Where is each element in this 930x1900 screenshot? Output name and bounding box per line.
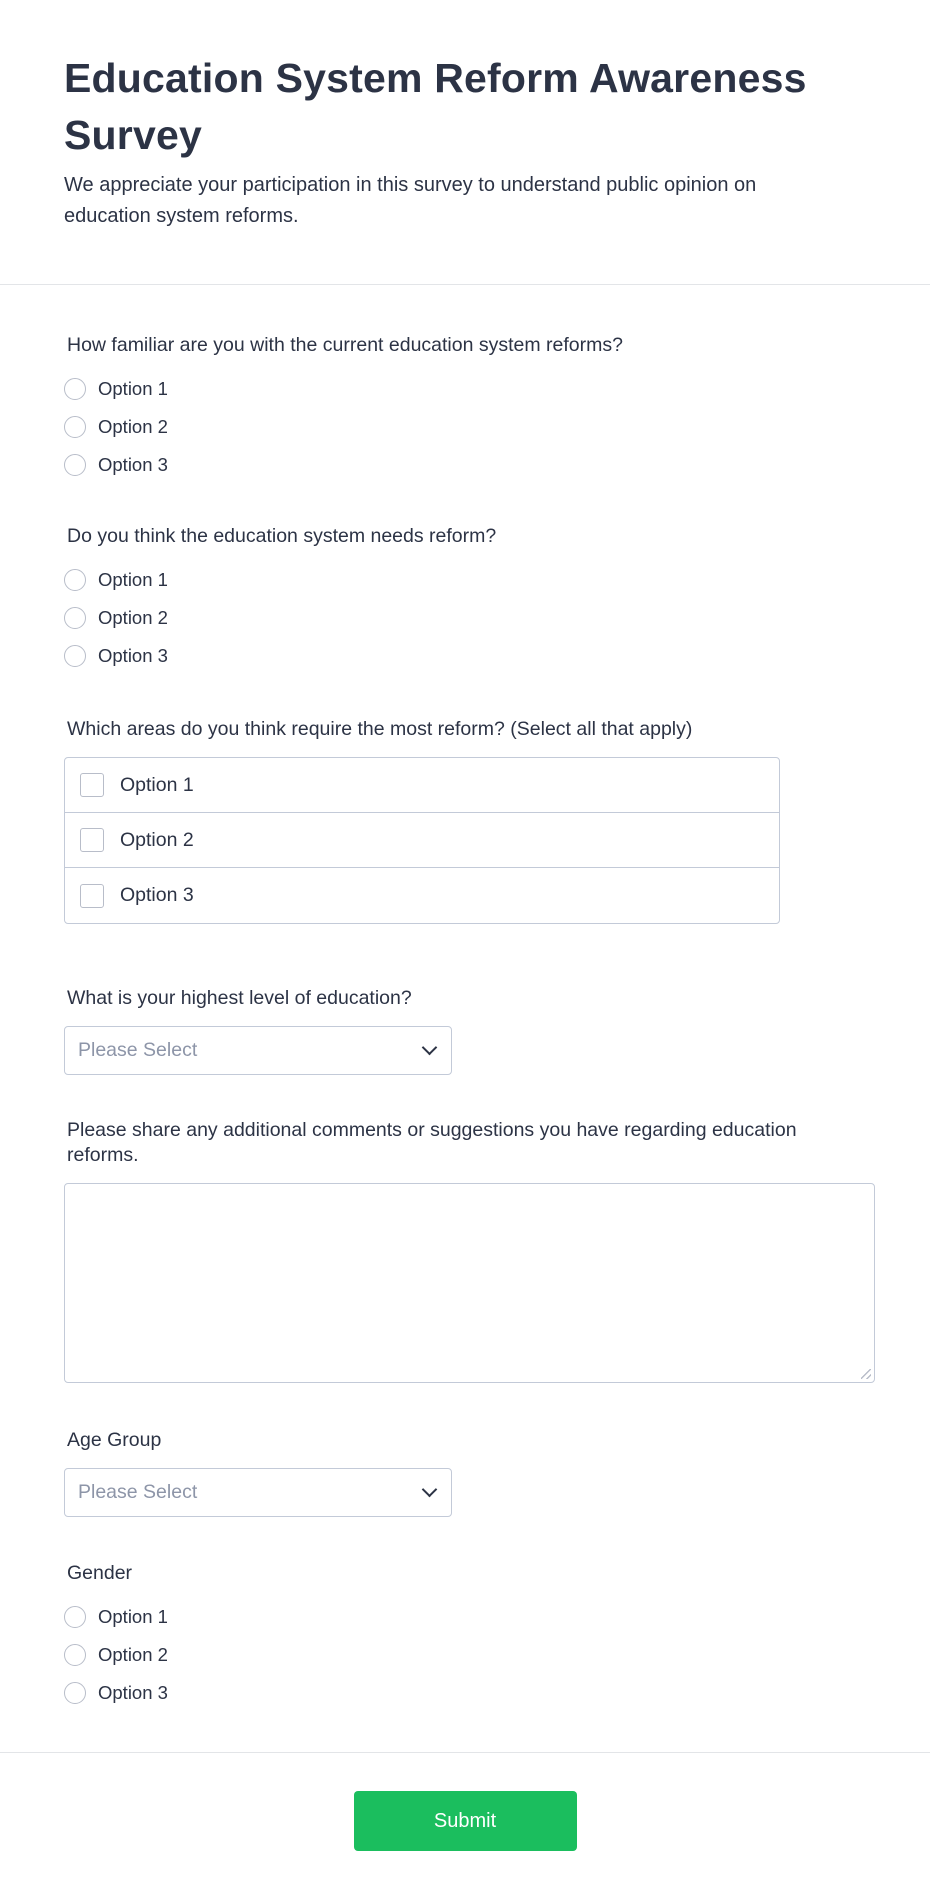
form-body xyxy=(0,333,930,1712)
radio-label: Option 3 xyxy=(98,454,168,475)
radio-option[interactable] xyxy=(64,1674,866,1712)
radio-button[interactable] xyxy=(64,378,86,400)
chevron-down-icon xyxy=(422,1482,438,1498)
radio-option[interactable] xyxy=(64,370,866,408)
checkbox-label: Option 3 xyxy=(120,884,194,906)
question-familiarity xyxy=(64,333,866,484)
radio-button[interactable] xyxy=(64,1606,86,1628)
question-education-level xyxy=(64,986,866,1075)
checkbox-label: Option 2 xyxy=(120,828,194,851)
radio-label: Option 2 xyxy=(98,1644,168,1665)
radio-group xyxy=(64,561,866,675)
form-title: Education System Reform Awareness Survey xyxy=(64,55,807,158)
radio-button[interactable] xyxy=(64,569,86,591)
radio-group xyxy=(64,1598,866,1712)
radio-button[interactable] xyxy=(64,416,86,438)
checkbox[interactable] xyxy=(80,828,104,852)
radio-group xyxy=(64,370,866,484)
chevron-down-icon xyxy=(422,1040,438,1056)
question-label: Do you think the education system needs reform? xyxy=(67,525,497,547)
form-header xyxy=(0,0,930,285)
checkbox-option[interactable] xyxy=(65,813,779,868)
checkbox-label: Option 1 xyxy=(120,773,194,796)
radio-option[interactable] xyxy=(64,1598,866,1636)
radio-label: Option 1 xyxy=(98,569,168,590)
radio-button[interactable] xyxy=(64,607,86,629)
select-value: Please Select xyxy=(78,1039,198,1061)
radio-option[interactable] xyxy=(64,599,866,637)
question-label: What is your highest level of education? xyxy=(67,987,412,1009)
radio-button[interactable] xyxy=(64,645,86,667)
question-comments xyxy=(64,1118,866,1383)
radio-option[interactable] xyxy=(64,637,866,675)
question-reform-areas xyxy=(64,717,866,924)
education-level-select[interactable] xyxy=(64,1026,452,1075)
question-label: Gender xyxy=(67,1562,133,1584)
radio-option[interactable] xyxy=(64,1636,866,1674)
checkbox[interactable] xyxy=(80,773,104,797)
question-label: Please share any additional comments or suggestions you have regarding education reforms. xyxy=(67,1119,797,1166)
form-description: We appreciate your participation in this survey to understand public opinion on education system reforms. xyxy=(64,174,757,227)
radio-button[interactable] xyxy=(64,1644,86,1666)
question-label: How familiar are you with the current education system reforms? xyxy=(67,334,623,356)
question-label: Which areas do you think require the most reform? (Select all that apply) xyxy=(67,718,693,740)
resize-handle-icon[interactable] xyxy=(861,1369,871,1379)
radio-label: Option 1 xyxy=(98,378,168,399)
question-label: Age Group xyxy=(67,1429,162,1451)
form-footer xyxy=(0,1752,930,1851)
question-age-group xyxy=(64,1428,866,1517)
radio-label: Option 3 xyxy=(98,1682,168,1703)
submit-button[interactable]: Submit xyxy=(354,1791,577,1851)
checkbox-option[interactable] xyxy=(65,868,779,923)
radio-label: Option 2 xyxy=(98,416,168,437)
question-needs-reform xyxy=(64,524,866,675)
radio-label: Option 1 xyxy=(98,1606,168,1627)
checkbox-group xyxy=(64,757,780,924)
radio-option[interactable] xyxy=(64,561,866,599)
comments-textarea[interactable] xyxy=(64,1183,875,1383)
radio-label: Option 2 xyxy=(98,607,168,628)
radio-button[interactable] xyxy=(64,454,86,476)
checkbox-option[interactable] xyxy=(65,758,779,813)
radio-option[interactable] xyxy=(64,408,866,446)
select-value: Please Select xyxy=(78,1481,198,1503)
checkbox[interactable] xyxy=(80,884,104,908)
radio-label: Option 3 xyxy=(98,645,168,666)
radio-option[interactable] xyxy=(64,446,866,484)
radio-button[interactable] xyxy=(64,1682,86,1704)
question-gender xyxy=(64,1561,866,1712)
age-group-select[interactable] xyxy=(64,1468,452,1517)
